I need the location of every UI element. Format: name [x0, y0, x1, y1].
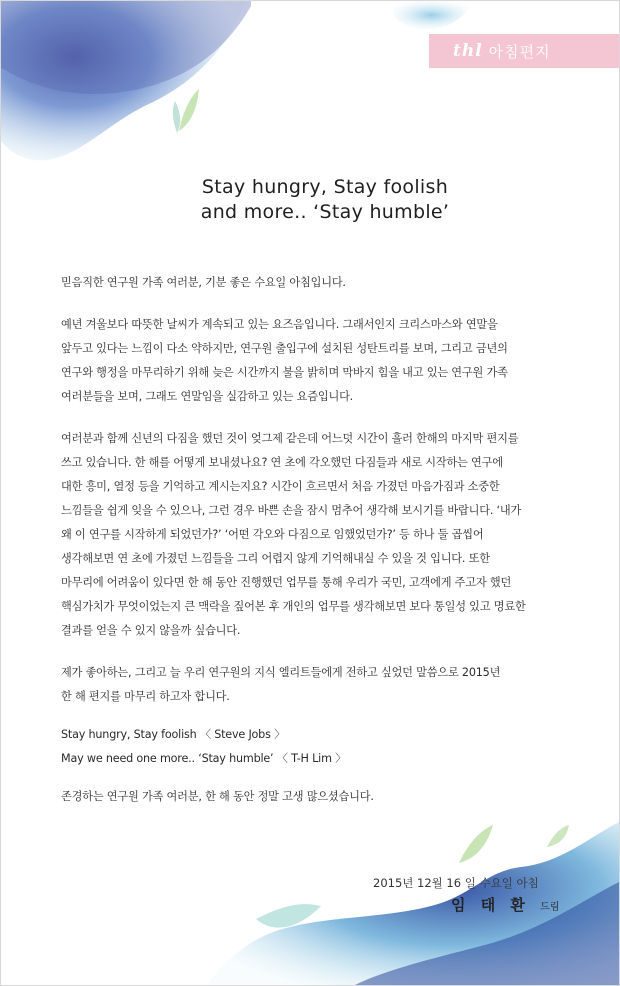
quote-2: May we need one more.. ‘Stay humble’ 〈 T-H Lim 〉 — [61, 752, 347, 765]
greeting: 믿음직한 연구원 가족 여러분, 기분 좋은 수요일 아침입니다. — [61, 276, 346, 289]
signature-date: 2015년 12월 16 일 수요일 아침 — [373, 876, 539, 890]
title-line-1: Stay hungry, Stay foolish — [201, 176, 449, 198]
letter-title — [1, 175, 620, 225]
quotes — [61, 723, 581, 771]
leaf-bottom — [459, 825, 493, 863]
paragraph-2: 여러분과 함께 신년의 다짐을 했던 것이 엊그제 같은데 어느덧 시간이 흘러 한해의 마지막 편지를 쓰고 있습니다. 한 해를 어떻게 보내셨나요? 연 초에 각오했던 다짐들과 새로 시작하는 연구에 대한 흥미, 열정 등을 기억하고 계시는지요? 시간이 흐르면서 처음 가졌던 마음가짐과 소중한 느낌들을 쉽게 잊을 수 있으나, 그런 경우 바쁜 손을 잠시 멈추어 생각해 보시기를 바랍니다. ‘내가 왜 이 연구를 시작하게 되었던가?’ ‘어떤 각오와 다짐으로 임했었던가?’ 등 하나 둘 곱씹어 생각해보면 연 초에 가졌던 느낌들을 그리 어렵지 않게 기억해내실 수 있을 것 입니다. 또한 마무리에 어려움이 있다면 한 해 동안 진행했던 업무를 통해 우리가 국민, 고객에게 주고자 했던 핵심가치가 무엇이었는지 큰 맥락을 짚어본 후 개인의 업무를 생각해보면 보다 통일성 있고 명료한 결과를 얻을 수 있지 않을까 싶습니다. — [61, 432, 526, 637]
signer-name: 임 태 환 — [451, 896, 530, 914]
brand-logo: thl — [453, 41, 483, 61]
paragraph-1: 예년 겨울보다 따뜻한 날씨가 계속되고 있는 요즈음입니다. 그래서인지 크리스마스와 연말을 앞두고 있다는 느낌이 다소 약하지만, 연구원 출입구에 설치된 성탄트리를 보며, 그리고 금년의 연구와 행정을 마무리하기 위해 늦은 시간까지 불을 밝히며 막바지 힘을 내고 있는 연구원 가족 여러분들을 보며, 그래도 연말임을 실감하고 있는 요즘입니다. — [61, 318, 508, 403]
paragraph-3: 제가 좋아하는, 그리고 늘 우리 연구원의 지식 엘리트들에게 전하고 싶었던 말씀으로 2015년 한 해 편지를 마무리 하고자 합니다. — [61, 666, 501, 703]
quote-1: Stay hungry, Stay foolish 〈 Steve Jobs 〉 — [61, 728, 286, 741]
leaf-top — [179, 89, 199, 131]
letter-series-badge — [429, 34, 620, 68]
top-right-wash — [392, 1, 471, 29]
signature-name — [451, 894, 559, 915]
closing: 존경하는 연구원 가족 여러분, 한 해 동안 정말 고생 많으셨습니다. — [61, 790, 374, 803]
letter-body — [61, 271, 581, 809]
signature-suffix: 드림 — [540, 902, 560, 913]
series-label: 아침편지 — [488, 42, 551, 61]
title-line-2: and more.. ‘Stay humble’ — [200, 201, 450, 223]
